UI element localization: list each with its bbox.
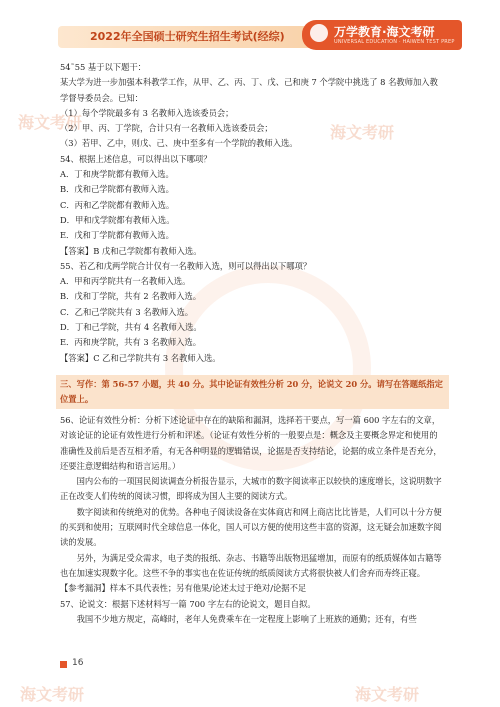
passage-paragraph: 数字阅读和传统绝对的优势。各种电子阅读设备在实体商店和网上商店比比皆是，人们可以十分方便的买到和使用；互联网时代全球信息一体化，国人可以方便的使用这些丰富的资源，这无疑会加速数字阅读的发展。 bbox=[60, 506, 442, 548]
option-a: A．甲和丙学院共有一名教师入选。 bbox=[60, 276, 191, 287]
option-d: D．丁和己学院，共有 4 名教师入选。 bbox=[60, 322, 202, 333]
answer-54: 【答案】B 戊和己学院都有教师入选。 bbox=[60, 245, 202, 256]
condition-2: （2）甲、丙、丁学院，合计只有一名教师入选该委员会； bbox=[60, 123, 273, 134]
option-d: D．甲和戊学院都有教师入选。 bbox=[60, 214, 175, 225]
question-stem: 某大学为进一步加强本科教学工作，从甲、乙、丙、丁、戊、己和庚 7 个学院中挑选了 8 名教师加入教学督导委员会。已知： bbox=[60, 77, 438, 103]
condition-1: （1）每个学院最多有 3 名教师入选该委员会； bbox=[60, 107, 234, 118]
brand-name: 万学教育·海文考研 bbox=[334, 25, 435, 39]
question-56: 56、论证有效性分析：分析下述论证中存在的缺陷和漏洞，选择若干要点，写一篇 600 字左右的文章，对该论证的论证有效性进行分析和评述。（论证有效性分析的一般要点是：概念及主要概念界定和使用的准确性及前后是否互相矛盾，有无各种明显的逻辑错误，论据是否支持结论，论据的成立条件是否充分，还要注意逻辑结构和语言运用。） bbox=[60, 414, 442, 471]
option-a: A．丁和庚学院都有教师入选。 bbox=[60, 169, 174, 180]
condition-3: （3）若甲、乙中，则戊、己、庚中至多有一个学院的教师入选。 bbox=[60, 138, 298, 149]
watermark-text: 海文考研 bbox=[330, 123, 395, 142]
reference-flaws: 【参考漏洞】样本不具代表性；另有他果/论述太过于绝对/论据不足 bbox=[60, 583, 307, 594]
passage-paragraph: 我国不少地方规定，高峰时，老年人免费乘车在一定程度上影响了上班族的通勤；还有，有些 bbox=[76, 613, 417, 624]
watermark-text: 海文考研 bbox=[355, 685, 420, 704]
watermark-text: 海文考研 bbox=[18, 113, 83, 132]
watermark-text: 海文考研 bbox=[20, 685, 85, 704]
option-b: B．戊和己学院都有教师入选。 bbox=[60, 184, 174, 195]
option-e: E．丙和庚学院，共有 3 名教师入选。 bbox=[60, 337, 202, 348]
question-55: 55、若乙和戊两学院合计仅有一名教师入选，则可以得出以下哪项？ bbox=[60, 260, 312, 271]
page-header-title: 2022年全国硕士研究生招生考试(经综) bbox=[90, 30, 285, 43]
question-intro: 54˜55 基于以下题干： bbox=[60, 62, 146, 72]
answer-55: 【答案】C 乙和己学院共有 3 名教师入选。 bbox=[60, 352, 221, 363]
option-b: B．戊和丁学院，共有 2 名教师入选。 bbox=[60, 291, 202, 302]
document-body bbox=[60, 60, 445, 627]
page-marker-icon bbox=[60, 661, 67, 668]
passage-paragraph: 国内公布的一项国民阅读调查分析报告显示，大城市的数字阅读率正以较快的速度增长，这说明数字正在改变人们传统的阅读习惯，即将成为国人主要的阅读方式。 bbox=[60, 476, 442, 502]
passage-paragraph: 另外，为满足受众需求，电子类的报纸、杂志、书籍等出版物迅猛增加，而原有的纸质媒体如古籍等也在加速实现数字化。这些不争的事实也在佐证传统的纸质阅读方式将很快被人们舍弃而寿终正寝。 bbox=[60, 552, 442, 578]
option-e: E．戊和丁学院都有教师入选。 bbox=[60, 230, 174, 241]
page-number: 16 bbox=[72, 658, 84, 668]
brand-subtitle: UNIVERSAL EDUCATION · HAIWEN TEST PREP bbox=[334, 39, 455, 45]
question-57: 57、论说文：根据下述材料写一篇 700 字左右的论说文，题目自拟。 bbox=[60, 598, 316, 609]
question-54: 54、根据上述信息，可以得出以下哪项？ bbox=[60, 153, 212, 164]
brand-logo-icon bbox=[310, 24, 328, 42]
option-c: C．丙和乙学院都有教师入选。 bbox=[60, 199, 175, 210]
option-c: C．乙和己学院共有 3 名教师入选。 bbox=[60, 306, 194, 317]
section-heading-writing: 三、写作：第 56-57 小题，共 40 分。其中论证有效性分析 20 分，论说文 20 分。请写在答题纸指定位置上。 bbox=[56, 375, 449, 409]
